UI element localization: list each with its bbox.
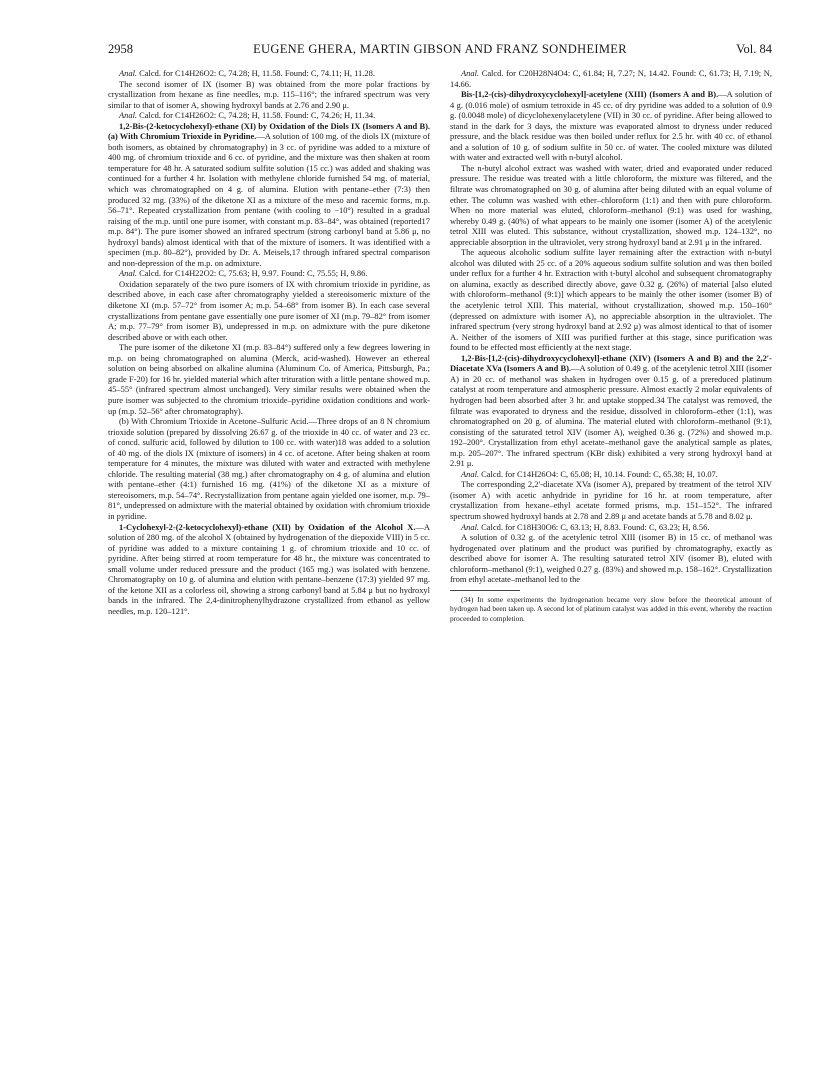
section-text: —A solution of 280 mg. of the alcohol X (obtained by hydrogenation of the diepoxide VIII) in 5 cc. of pyridine was added to a mixture containing 1 g. of chromium trioxide and 10 cc. of pyridine. After being stirred at room temperature for 48 hr., the mixture was concentrated to small volume under reduced pressure and the product (165 mg.) was isolated with benzene. Chromatography on 10 g. of alumina and elution with pentane–benzene (17:3) yielded 97 mg. of the ketone XII as a colorless oil, showing a strong carbonyl band at 5.84 μ but no hydroxyl bands in the infrared. The 2,4-dinitrophenylhydrazone crystallized from ethanol as yellow needles, m.p. 120–121°. (108, 521, 430, 616)
section-text: —A solution of 4 g. (0.016 mole) of osmium tetroxide in 45 cc. of dry pyridine was added to a solution of 0.9 g. (0.0048 mole) of dicyclohexenylacetylene (VII) in 30 cc. of pyridine. After being allowed to stand in the dark for 3 days, the mixture was evaporated almost to dryness under reduced pressure, and the black residue was then boiled under reflux for 2.5 hr. with 40 cc. of ethanol and a solution of 10 g. of sodium sulfite in 50 cc. of water. The cooled mixture was diluted with water and extracted well with n-butyl alcohol. (450, 89, 772, 163)
right-column-body (450, 68, 772, 585)
analysis-text: Calcd. for C14H22O2: C, 75.63; H, 9.97. Found: C, 75.55; H, 9.86. (139, 268, 368, 279)
analysis-label: Anal. (119, 110, 138, 121)
analysis-paragraph (450, 522, 772, 533)
body-paragraph: The corresponding 2,2′-diacetate XVa (isomer A), prepared by treatment of the tetrol XIV (isomer A) with acetic anhydride in pyridine for 16 hr. at room temperature, after crystallization from hexane–ethyl acetate formed prisms, m.p. 151–152°. The infrared spectrum showed hydroxyl bands at 2.78 and 2.89 μ and acetate bands at 5.78 and 8.02 μ. (450, 479, 772, 521)
author-line: EUGENE GHERA, MARTIN GIBSON AND FRANZ SONDHEIMER (253, 42, 627, 56)
right-column (450, 68, 772, 1052)
analysis-text: Calcd. for C20H28N4O4: C, 61.84; H, 7.27; N, 14.42. Found: C, 61.73; H, 7.19; N, 14.66. (450, 68, 772, 89)
body-paragraph: The n-butyl alcohol extract was washed with water, dried and evaporated under reduced pressure. The residue was treated with a little chloroform, the mixture was filtered, and the filtrate was chromatographed on 30 g. of alumina after being diluted with an equal volume of ether. The column was washed with ether–chloroform (1:1) and then with pure chloroform. When no more material was eluted, chloroform–methanol (9:1) was used for washing, whereby 0.49 g. (40%) of what appears to be mainly one isomer (isomer A) of the acetylenic tetrol XIII was eluted. This substance, without crystallization, showed m.p. 124–132°, no appreciable absorption in the ultraviolet, very strong hydroxyl band at 2.91 μ in the infrared. (450, 162, 772, 247)
volume-label: Vol. 84 (736, 42, 772, 56)
analysis-label: Anal. (461, 468, 480, 479)
analysis-text: Calcd. for C14H26O4: C, 65.08; H, 10.14. Found: C, 65.38; H, 10.07. (481, 468, 718, 479)
body-paragraph: The pure isomer of the diketone XI (m.p. 83–84°) suffered only a few degrees lowering in m.p. on being chromatographed on alumina (Merck, acid-washed). However an ethereal solution on being absorbed on alkaline alumina (Aluminum Co. of America, Pittsburgh, Pa.; grade F-20) for 16 hr. yielded material which after trituration with a little pentane showed m.p. 45–55° (infrared spectrum almost unchanged). Very similar results were obtained when the pure isomer was subjected to the chromium trioxide–pyridine oxidation conditions and work-up (m.p. 52–56° after chromatography). (108, 342, 430, 416)
body-paragraph: Oxidation separately of the two pure isomers of IX with chromium trioxide in pyridine, as described above, in each case after chromatography yielded a stereoisomeric mixture of the diketone XI (m.p. 57–72° from isomer A; m.p. 54–68° from isomer B). In each case several crystallizations from pentane gave essentially one pure isomer of XI (m.p. 79–82° from isomer A; m.p. 77–79° from isomer B), undepressed in m.p. on admixture with the pure diketone described above or with each other. (108, 278, 430, 342)
footnote: (34) In some experiments the hydrogenation became very slow before the theoretical amount of hydrogen had been taken up. A second lot of platinum catalyst was added in this event, whereby the reaction proceeded to completion. (450, 594, 772, 623)
analysis-paragraph (450, 68, 772, 89)
section-heading: Bis-[1,2-(cis)-dihydroxycyclohexyl]-acetylene (XIII) (Isomers A and B). (461, 89, 719, 100)
section-text: —A solution of 100 mg. of the diols IX (mixture of both isomers, as obtained by chromatography) in 3 cc. of pyridine was added to a mixture of 400 mg. of chromium trioxide and 6 cc. of pyridine, and the mixture was then shaken at room temperature for 48 hr. A saturated sodium sulfite solution (15 cc.) was added and shaking was continued for a further 4 hr. Isolation with methylene chloride furnished 54 mg. of material, which was chromatographed on 4 g. of alumina. Elution with pentane–ether (7:3) then produced 32 mg. (33%) of the diketone XI as a mixture of the meso and racemic forms, m.p. 56–71°. Repeated crystallization from pentane (with cooling to −10°) resulted in a gradual raising of the m.p. until one pure isomer, with constant m.p. 83–84°, was obtained (reported17 m.p. 84°). The pure isomer showed an infrared spectrum (strong carbonyl band at 5.86 μ, no hydroxyl bands) almost identical with that of the mixture of isomers. It was identified with a specimen (m.p. 80–82°), provided by Dr. A. Meisels,17 through infrared spectral comparison and non-depression of the m.p. on admixture. (108, 131, 430, 268)
analysis-paragraph (108, 68, 430, 79)
section-paragraph (108, 522, 430, 617)
journal-page (108, 42, 772, 1052)
analysis-label: Anal. (119, 68, 138, 78)
analysis-paragraph (108, 268, 430, 279)
body-paragraph: The second isomer of IX (isomer B) was obtained from the more polar fractions by crystallization from hexane as fine needles, m.p. 115–116°; the infrared spectrum was very similar to that of isomer A, showing hydroxyl bands at 2.76 and 2.90 μ. (108, 78, 430, 110)
section-heading: 1,2-Bis-(2-ketocyclohexyl)-ethane (XI) by Oxidation of the Diols IX (Isomers A and B). (a) With Chromium Trioxide in Pyridine. (108, 120, 430, 142)
section-heading: 1,2-Bis-[1,2-(cis)-dihydroxycyclohexyl]-ethane (XIV) (Isomers A and B) and the 2,2′-Diacetate XVa (Isomers A and B). (450, 352, 772, 374)
left-column (108, 68, 430, 1052)
body-paragraph: A solution of 0.32 g. of the acetylenic tetrol XIII (isomer B) in 15 cc. of methanol was hydrogenated over platinum and the product was purified by chromatography, exactly as described above for isomer A. The resulting saturated tetrol XIV (isomer B), eluted with chloroform–methanol (9:1), weighed 0.27 g. (83%) and showed m.p. 158–162°. Crystallization from ethyl acetate–methanol led to the (450, 532, 772, 585)
analysis-paragraph (108, 110, 430, 121)
running-header (108, 42, 772, 60)
analysis-label: Anal. (119, 268, 138, 279)
section-paragraph (450, 353, 772, 469)
section-heading: 1-Cyclohexyl-2-(2-ketocyclohexyl)-ethane (XII) by Oxidation of the Alcohol X. (119, 521, 416, 532)
analysis-paragraph (450, 469, 772, 480)
body-columns (108, 68, 772, 1052)
page-number: 2958 (108, 42, 133, 56)
section-paragraph (450, 89, 772, 163)
section-paragraph (108, 121, 430, 269)
body-paragraph: The aqueous alcoholic sodium sulfite layer remaining after the extraction with n-butyl alcohol was diluted with 25 cc. of a 20% aqueous sodium sulfite solution and was then boiled under reflux for a further 4 hr. Extraction with t-butyl alcohol and subsequent chromatography on alumina, exactly as described directly above, gave 0.32 g. (26%) of material [also eluted with chloroform–methanol (9:1)] which appears to be mainly the other isomer (isomer B) of the acetylenic tetrol XIII. This material, without crystallization, showed m.p. 150–160° (depressed on admixture with isomer A), no appreciable absorption in the ultraviolet. The infrared spectrum (very strong hydroxyl band at 2.92 μ) was almost identical to that of isomer A. Neither of the isomers of XIII was purified further at this stage, since purification was found to be effected most efficiently at the next stage. (450, 247, 772, 353)
footnote-rule (450, 590, 520, 591)
analysis-text: Calcd. for C18H30O6: C, 63.13; H, 8.83. Found: C, 63.23; H, 8.56. (481, 521, 710, 532)
analysis-label: Anal. (461, 68, 480, 78)
analysis-label: Anal. (461, 521, 480, 532)
section-text: —A solution of 0.49 g. of the acetylenic tetrol XIII (isomer A) in 20 cc. of methanol was shaken in hydrogen over 0.15 g. of a prereduced platinum catalyst at room temperature and atmospheric pressure. Almost exactly 2 molar equivalents of hydrogen had been absorbed after 3 hr. and uptake stopped.34 The catalyst was removed, the filtrate was evaporated to dryness and the residue, dissolved in chloroform–ether (1:1), was chromatographed on 20 g. of alumina. The material eluted with chloroform–methanol (9:1), consisting of the saturated tetrol XIV (isomer A), weighed 0.36 g. (72%) and showed m.p. 192–200°. Crystallization from ethyl acetate–methanol gave the analytical sample as plates, m.p. 205–207°. The infrared spectrum (KBr disk) exhibited a very strong hydroxyl band at 2.91 μ. (450, 363, 772, 469)
body-paragraph: (b) With Chromium Trioxide in Acetone–Sulfuric Acid.—Three drops of an 8 N chromium trioxide solution (prepared by dissolving 26.67 g. of the trioxide in 40 cc. of water and 23 cc. of concd. sulfuric acid, followed by dilution to 100 cc. with water)18 was added to a solution of 40 mg. of the diols IX (mixture of isomers) in 4 cc. of acetone. After being shaken at room temperature for 4 minutes, the mixture was diluted with water and extracted with methylene chloride. The resulting material (38 mg.) after chromatography on 4 g. of alumina and elution with pentane–ether (4:1) furnished 16 mg. (41%) of the diketone XI as a mixture of stereoisomers, m.p. 54–74°. Recrystallization from pentane again yielded one isomer, m.p. 79–81°, undepressed on admixture with the material obtained by oxidation with chromium trioxide in pyridine. (108, 416, 430, 521)
analysis-text: Calcd. for C14H26O2: C, 74.28; H, 11.58. Found: C, 74.11; H, 11.28. (139, 68, 375, 78)
analysis-text: Calcd. for C14H26O2: C, 74.28; H, 11.58. Found: C, 74.26; H, 11.34. (139, 110, 376, 121)
